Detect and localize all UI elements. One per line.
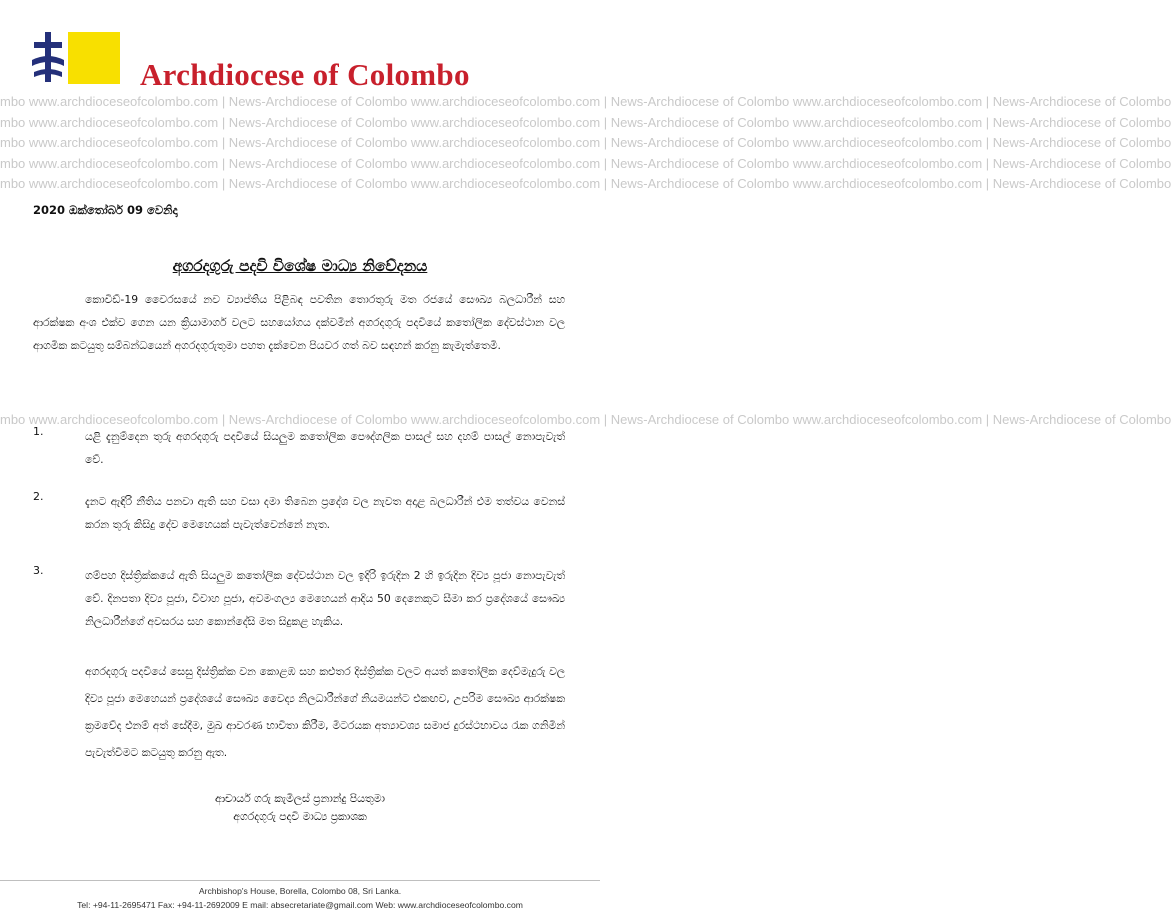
document-heading (0, 256, 600, 276)
list-number: 2. (33, 490, 44, 503)
watermark-line: mbo www.archdioceseofcolombo.com | News-Archdiocese of Colombo www.archdioceseofcolombo.com | News-Archdiocese of Colombo www.archdioceseofcolombo.com | News-Archdiocese of Colombo (0, 176, 1171, 191)
watermark (0, 92, 1171, 195)
letterhead-title: Archdiocese of Colombo (140, 57, 470, 92)
list-item: යළි දැනුම්දෙන තුරු අගරදගුරු පදවියේ සියලුම කතෝලික පෞද්ගලික පාසල් සහ දහම් පාසල් නොපැවැත් වේ. (85, 430, 565, 466)
watermark-line: mbo www.archdioceseofcolombo.com | News-Archdiocese of Colombo www.archdioceseofcolombo.com | News-Archdiocese of Colombo www.archdioceseofcolombo.com | News-Archdiocese of Colombo (0, 155, 1171, 171)
watermark-line: mbo www.archdioceseofcolombo.com | News-Archdiocese of Colombo www.archdioceseofcolombo.com | News-Archdiocese of Colombo www.archdioceseofcolombo.com | News-Archdiocese of Colombo (0, 94, 1171, 109)
document-date: 2020 ඔක්තෝබර් 09 වෙනිදා (33, 203, 178, 217)
list-number: 1. (33, 425, 44, 438)
footer-address: Archbishop's House, Borella, Colombo 08, Sri Lanka. (198, 886, 402, 896)
footer (0, 884, 600, 912)
archdiocese-logo-icon (28, 30, 68, 85)
closing-paragraph: අගරදගුරු පදවියේ සෙසු දිස්ත්‍රික්ක වන කොළඹ සහ කළුතර දිස්ත්‍රික්ක වලට අයත් කතෝලික දෙව්මැදුරු වල දිව්‍ය පූජා මෙහෙයන් ප්‍රදේශයේ සෞඛ්‍ය වෛද්‍ය නිලධාරීන්ගේ නියමයන්ට එකඟව, උපරිම සෞඛ්‍ය ආරක්ෂක ක්‍රමවේද එනම් අත් සේදීම, මුඛ ආවරණ භාවිතා කිරීම, මීටරයක අත්‍යාවශ්‍ය සමාජ දුරස්ථභාවය රැක ගනිමින් පැවැත්වීමට කටයුතු කරනු ඇත. (85, 665, 565, 759)
watermark-line: mbo www.archdioceseofcolombo.com | News-Archdiocese of Colombo www.archdioceseofcolombo.com | News-Archdiocese of Colombo www.archdioceseofcolombo.com | News-Archdiocese of Colombo (0, 135, 1171, 150)
list-item: ගම්පහ දිස්ත්‍රික්කයේ ඇති සියලුම කතෝලික දේවස්ථාන වල ඉදිරි ඉරුදින 2 හි ඉරුදින දිව්‍ය පූජා නොපැවැත් වේ. දිනපතා දිව්‍ය පූජා, විවාහ පූජා, අවමංගල්‍ය මෙහෙයන් ආදිය 50 දෙනෙකුට සීමා කර ප්‍රදේශයේ සෞඛ්‍ය නිලධාරීන්ගේ අවසරය සහ කොන්දේසි මත සිදුකළ හැකිය. (85, 569, 565, 628)
list-item: දැනට ඇඳිරි නීතිය පනවා ඇති සහ වසා දමා තිබෙන ප්‍රදේශ වල නැවත අදාළ බලධාරීන් එම තත්වය වෙනස් කරන තුරු කිසිදු දේව මෙහෙයක් පැවැත්වෙන්නේ නැත. (85, 495, 565, 531)
list-number: 3. (33, 564, 44, 577)
heading-text: අගරදගුරු පදවි විශේෂ මාධ්‍ය නිවේදනය (172, 257, 428, 275)
signature-block (0, 790, 600, 826)
watermark-line: mbo www.archdioceseofcolombo.com | News-Archdiocese of Colombo www.archdioceseofcolombo.com | News-Archdiocese of Colombo www.archdioceseofcolombo.com | News-Archdiocese of Colombo (0, 412, 1171, 427)
footer-contact: Tel: +94-11-2695471 Fax: +94-11-2692009 E mail: absecretariate@gmail.com Web: www.archdioceseofcolombo.com (77, 900, 523, 910)
watermark-line: mbo www.archdioceseofcolombo.com | News-Archdiocese of Colombo www.archdioceseofcolombo.com | News-Archdiocese of Colombo www.archdioceseofcolombo.com | News-Archdiocese of Colombo (0, 114, 1171, 130)
intro-paragraph: කොවිඩ්-19 වෛරසයේ නව ව්‍යාප්තිය පිළිබඳ පවතින තොරතුරු මත රජයේ සෞඛ්‍ය බලධාරීන් සහ ආරක්ෂක අංශ එක්ව ගෙන යන ක්‍රියාමාර්ග වලට සහයෝගය දක්වමින් අගරදගුරු පදවියේ කතෝලික දේවස්ථාන වල ආගමික කටයුතු සම්බන්ධයෙන් අගරදගුරුතුමා පහත දැක්වෙන පියවර ගත් බව සඳහන් කරනු කැමැත්තෙමි. (33, 293, 565, 352)
letterhead (0, 0, 600, 100)
signature-name: ආචාර්ය ගරු කැමිලස් ප්‍රනාන්දු පියතුමා (215, 792, 385, 805)
signature-title: අගරදගුරු පදවි මාධ්‍ය ප්‍රකාශක (233, 810, 367, 823)
logo-yellow-block (68, 32, 120, 84)
footer-divider (0, 880, 600, 881)
